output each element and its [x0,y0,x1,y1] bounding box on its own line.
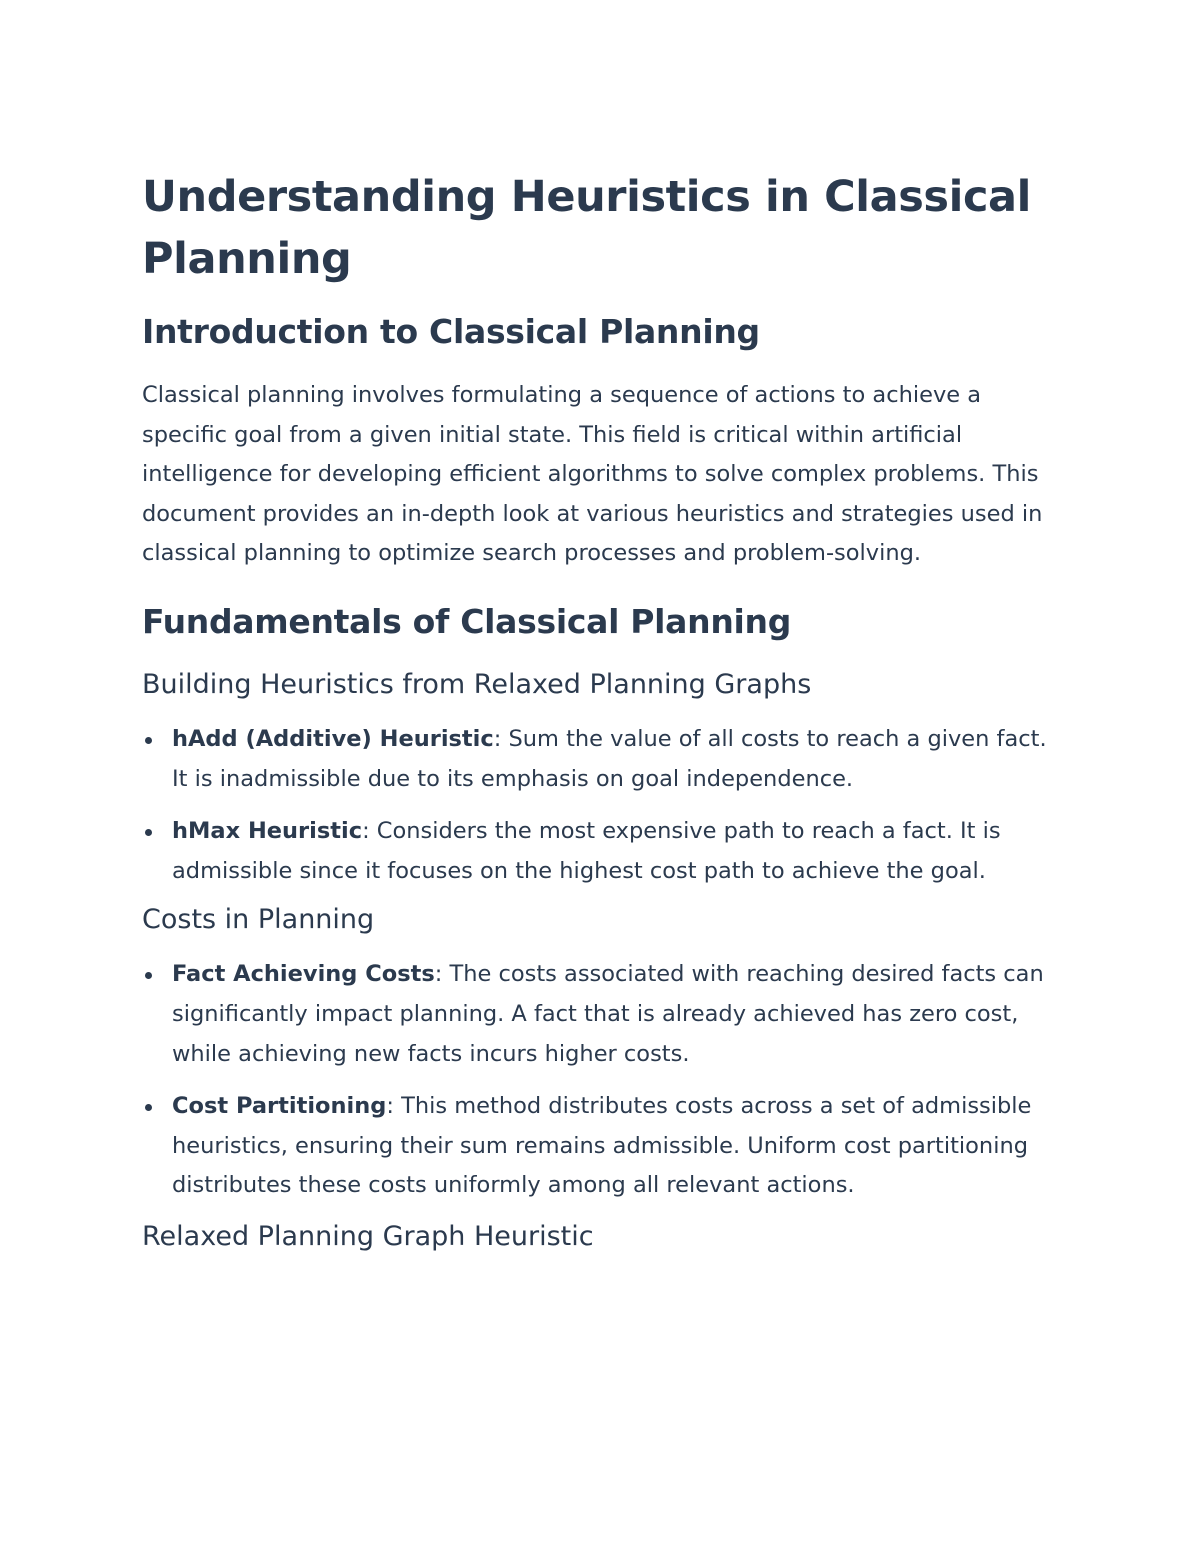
list-item-text: : The costs associated with reaching desired facts can significantly impact planning. A fact that is already achieved has zero cost, while achieving new facts incurs higher costs. [172,961,1044,1067]
subheading-building-heuristics: Building Heuristics from Relaxed Planning Graphs [142,668,812,700]
building-heuristics-list [142,720,1060,891]
section-heading-introduction: Introduction to Classical Planning [142,312,760,351]
list-item-text: : Considers the most expensive path to reach a fact. It is admissible since it focuses on the highest cost path to achieve the goal. [172,818,1001,884]
list-item [142,812,1060,891]
list-item-text: : This method distributes costs across a set of admissible heuristics, ensuring their sum remains admissible. Uniform cost partitioning distributes these costs uniformly among all relevant actions. [172,1093,1032,1199]
list-item [142,720,1060,799]
introduction-paragraph: Classical planning involves formulating a sequence of actions to achieve a specific goal from a given initial state. This field is critical within artificial intelligence for developing efficient algorithms to solve complex problems. This document provides an in-depth look at various heuristics and strategies used in classical planning to optimize search processes and problem-solving. [142,382,1043,567]
list-item [142,1087,1060,1206]
list-item-term: hAdd (Additive) Heuristic [172,725,494,752]
section-heading-fundamentals: Fundamentals of Classical Planning [142,601,792,641]
list-item-term: Fact Achieving Costs [172,961,435,988]
list-item [142,955,1060,1074]
costs-list [142,955,1060,1206]
list-item-term: Cost Partitioning [172,1093,387,1120]
list-item-text: : Sum the value of all costs to reach a given fact. It is inadmissible due to its emphasis on goal independence. [172,725,1047,792]
subheading-costs-in-planning: Costs in Planning [142,904,375,936]
list-item-term: hMax Heuristic [172,818,363,845]
document-title: Understanding Heuristics in Classical Planning [142,172,1031,284]
subheading-relaxed-planning-graph: Relaxed Planning Graph Heuristic [142,1220,594,1252]
